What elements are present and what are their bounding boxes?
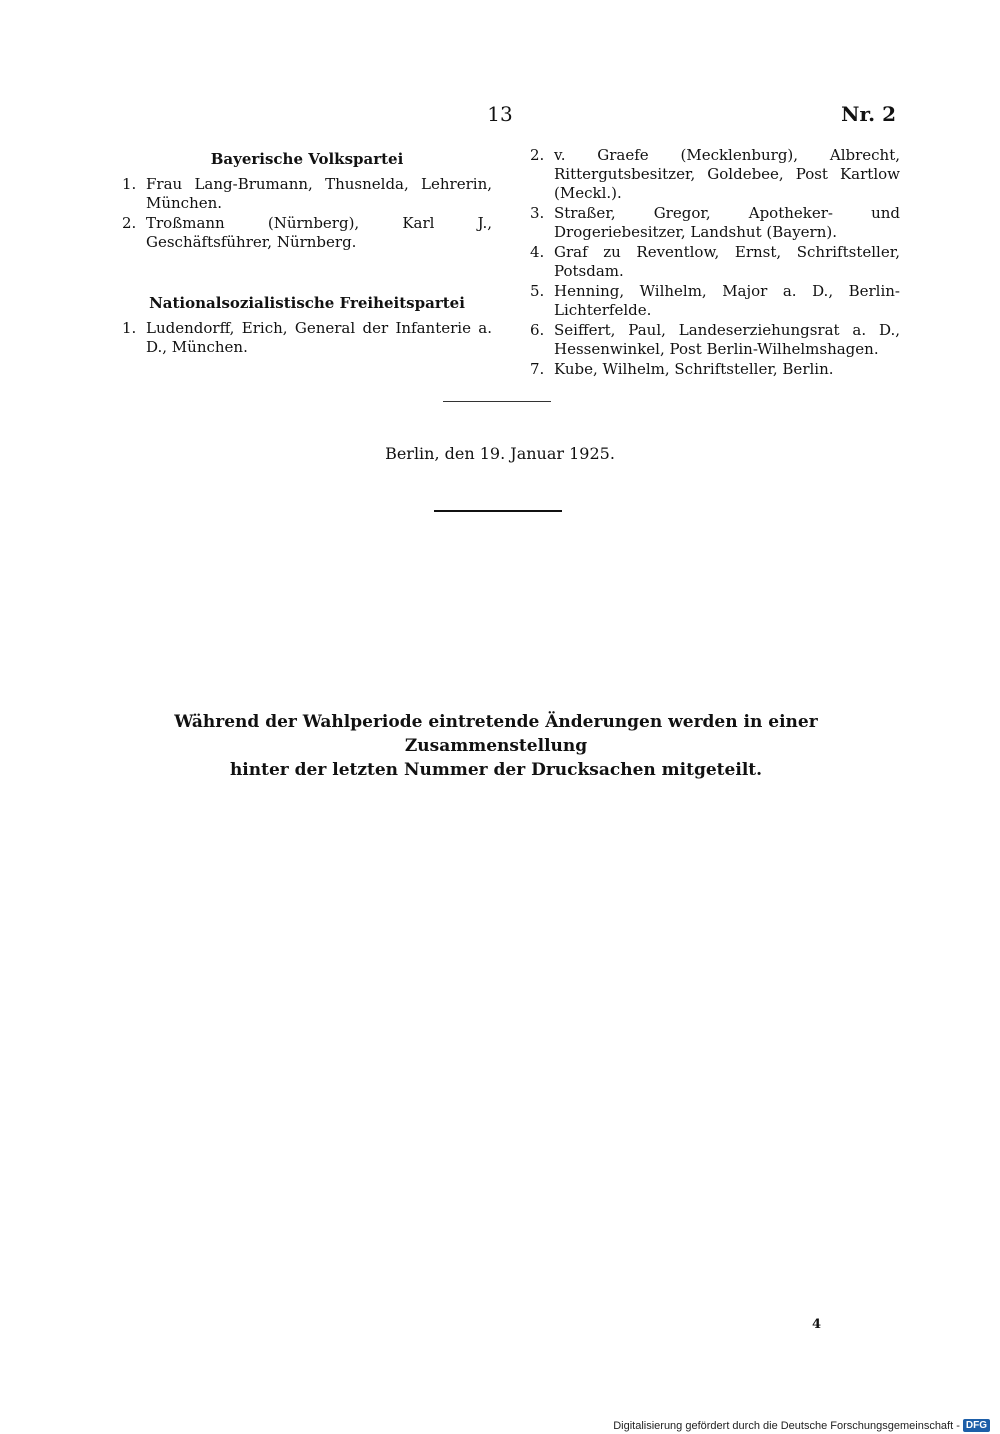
list-item-text: Troßmann (Nürnberg), Karl J., Geschäftsführer, Nürnberg. (146, 214, 492, 251)
sheet-number: 4 (812, 1317, 822, 1332)
list-item-text: v. Graefe (Mecklenburg), Albrecht, Rittergutsbesitzer, Goldebee, Post Kartlow (Meckl.). (554, 146, 900, 202)
party-heading-bayerische-volkspartei: Bayerische Volkspartei (210, 150, 404, 168)
list-item-text: Seiffert, Paul, Landeserziehungsrat a. D., Hessenwinkel, Post Berlin-Wilhelmshagen. (554, 321, 900, 358)
list-item (530, 321, 900, 359)
notice-line-1: Während der Wahlperiode eintretende Änderungen werden in einer Zusammenstellung (174, 712, 818, 756)
list-item-number: 4. (530, 243, 545, 261)
list-item (530, 204, 900, 242)
dfg-logo-icon: DFG (963, 1419, 990, 1432)
list-item (122, 214, 492, 252)
section-divider (443, 401, 551, 402)
list-item-number: 3. (530, 204, 545, 222)
list-item-number: 1. (122, 175, 137, 193)
dateline: Berlin, den 19. Januar 1925. (385, 444, 615, 463)
left-column (122, 146, 492, 358)
list-item (530, 282, 900, 320)
list-item-number: 1. (122, 319, 137, 337)
right-column (530, 146, 900, 380)
list-item-number: 7. (530, 360, 545, 378)
list-item-number: 2. (530, 146, 545, 164)
list-item (530, 243, 900, 281)
list-item-text: Henning, Wilhelm, Major a. D., Berlin-Lichterfelde. (554, 282, 900, 319)
list-item (530, 360, 900, 379)
list-item-number: 2. (122, 214, 137, 232)
list-item-text: Graf zu Reventlow, Ernst, Schriftsteller, Potsdam. (554, 243, 900, 280)
list-item (122, 175, 492, 213)
list-item-text: Ludendorff, Erich, General der Infanterie a. D., München. (146, 319, 492, 356)
list-item-text: Straßer, Gregor, Apotheker- und Drogeriebesitzer, Landshut (Bayern). (554, 204, 900, 241)
digitization-credit (613, 1419, 990, 1432)
list-item-number: 6. (530, 321, 545, 339)
list-item (530, 146, 900, 203)
end-divider (434, 510, 562, 512)
notice-line-2: hinter der letzten Nummer der Drucksachen mitgeteilt. (229, 760, 763, 780)
list-item-text: Kube, Wilhelm, Schriftsteller, Berlin. (554, 360, 834, 378)
document-number: Nr. 2 (841, 102, 896, 126)
list-item (122, 319, 492, 357)
credit-text: Digitalisierung gefördert durch die Deutsche Forschungsgemeinschaft - (613, 1419, 960, 1432)
page-number: 13 (487, 102, 513, 126)
list-item-number: 5. (530, 282, 545, 300)
list-item-text: Frau Lang-Brumann, Thusnelda, Lehrerin, München. (146, 175, 492, 212)
notice (96, 710, 896, 782)
party-heading-nationalsozialistische-freiheitspartei: Nationalsozialistische Freiheitspartei (149, 294, 465, 312)
